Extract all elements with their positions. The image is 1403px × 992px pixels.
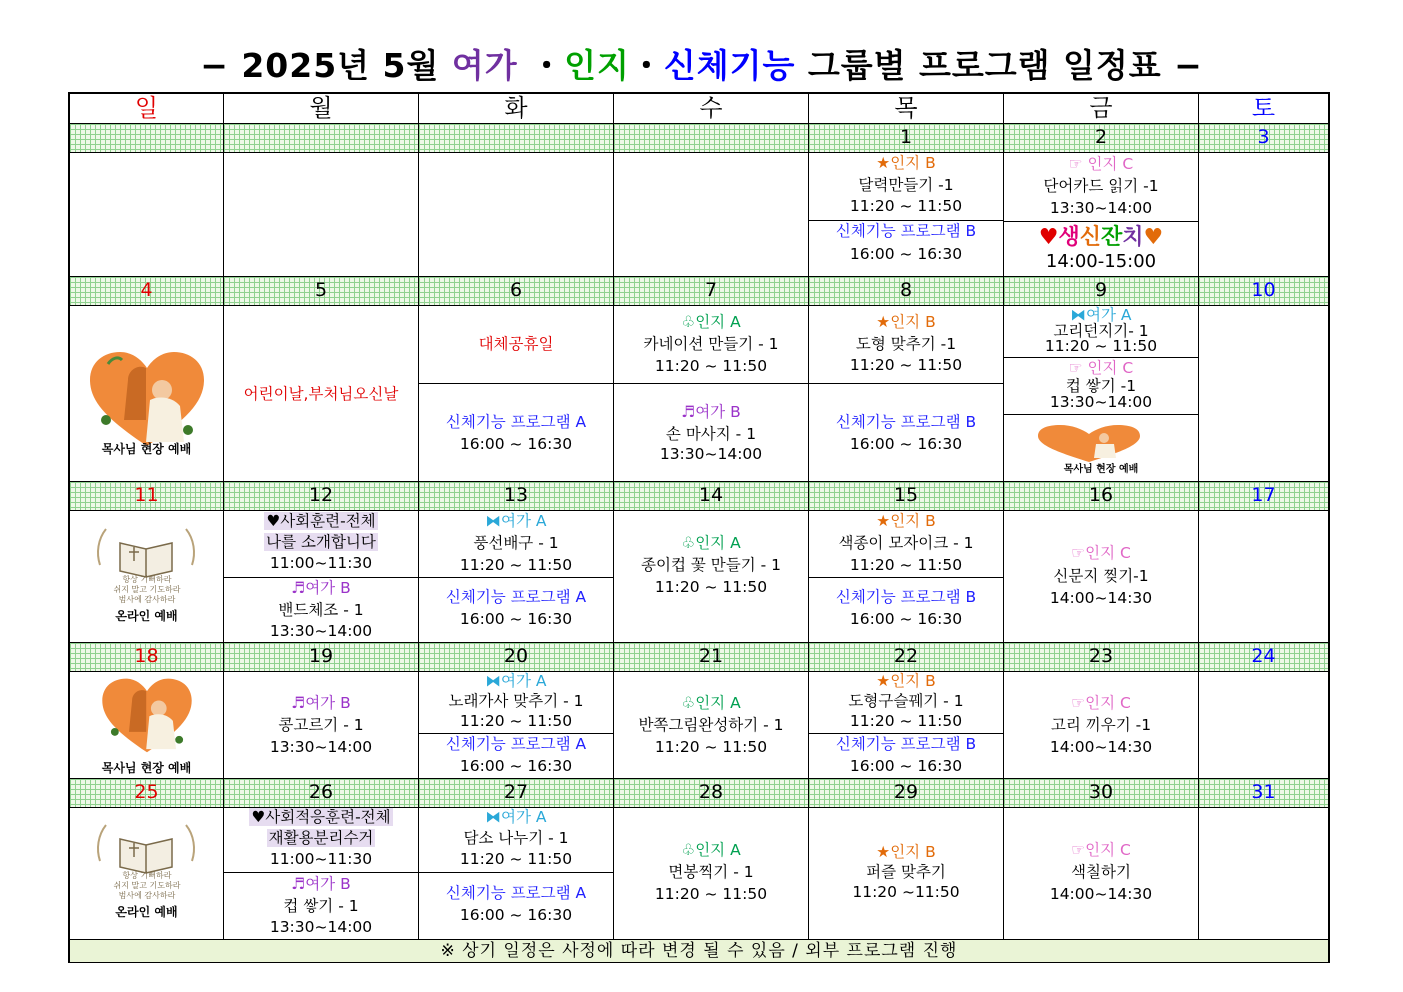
event-time: 16:00 ~ 16:30 [459,906,573,924]
event-tag: ⧓여가 A [485,512,547,530]
day-cell-7 [614,306,809,482]
day-cell-11 [70,511,224,643]
weekday-thu: 목 [809,94,1004,124]
event-tag [224,511,418,532]
social-training-tag: ♥사회적응훈련-전체 [251,808,391,826]
event-time: 11:20 ~ 11:50 [654,885,768,903]
date-number: 31 [1199,779,1328,808]
bible-verse [70,575,224,605]
event-tag: ★인지 B [876,512,936,530]
date-number: 22 [809,643,1004,672]
event-name: 신체기능 프로그램 B [835,735,977,753]
day-cell [1199,671,1328,779]
event-tag: ★인지 B [876,672,936,690]
divider [1004,414,1199,415]
event-time: 11:00~11:30 [269,554,373,572]
day-cell [1199,153,1328,277]
event-name: 콩고르기 - 1 [278,716,364,734]
event-time: 11:20 ~ 11:50 [849,712,963,730]
title-dot: ・ [517,46,565,85]
event-time: 14:00-15:00 [1045,251,1157,272]
date-number: 17 [1199,482,1328,511]
event-time: 11:20 ~ 11:50 [849,556,963,574]
divider [614,383,809,384]
weekday-sun: 일 [70,94,224,124]
event-tag [224,807,418,828]
date-number: 21 [614,643,809,672]
event-time: 11:20 ~ 11:50 [849,356,963,374]
event-tag: ☞인지 C [1071,544,1131,562]
event-time: 14:00~14:30 [1049,885,1153,903]
event-tag: ♧인지 A [681,534,741,552]
divider [419,872,614,873]
birthday-char: 신 [1079,225,1101,250]
weekday-sat: 토 [1199,94,1328,124]
date-number [614,124,809,153]
social-training-tag: ♥사회훈련-전체 [266,512,376,530]
event-time: 16:00 ~ 16:30 [459,757,573,775]
divider [809,577,1004,578]
day-cell [224,153,419,277]
day-cell-8 [809,306,1004,482]
event-time: 13:30~14:00 [1049,199,1153,217]
day-cell [419,153,614,277]
date-number: 4 [70,277,224,306]
date-number: 15 [809,482,1004,511]
event-time: 11:20 ~ 11:50 [654,357,768,375]
event-tag: ★인지 B [876,313,936,331]
event-time: 11:20 ~ 11:50 [459,556,573,574]
event-name: 도형 맞추기 -1 [855,335,957,353]
event-tag: ♬여가 B [681,403,741,421]
event-time: 11:00~11:30 [269,850,373,868]
day-cell-26 [224,807,419,939]
date-number: 7 [614,277,809,306]
worship-caption: 목사님 현장 예배 [1063,464,1139,475]
event-time: 16:00 ~ 16:30 [849,610,963,628]
date-number: 5 [224,277,419,306]
heart-icon: ♥ [1143,225,1164,250]
birthday-char: 잔 [1101,225,1123,250]
date-number: 1 [809,124,1004,153]
date-number [70,124,224,153]
event-name: 도형구슬꿰기 - 1 [848,692,964,710]
day-cell-19 [224,671,419,779]
day-cell [1199,511,1328,643]
event-tag: ★인지 B [876,843,936,861]
bible-verse-line: 범사에 감사하라 [118,595,176,604]
event-name [224,532,418,553]
event-tag: ★인지 B [876,154,936,172]
title-sinche: 신체기능 [663,46,796,85]
page-title [0,40,1403,87]
event-tag: ♧인지 A [681,694,741,712]
worship-caption: 목사님 현장 예배 [101,442,192,456]
divider [224,872,419,873]
date-number: 8 [809,277,1004,306]
date-number: 23 [1004,643,1199,672]
event-time: 11:20 ~ 11:50 [849,197,963,215]
bible-verse-line: 범사에 감사하라 [118,891,176,900]
event-tag: ⧓여가 A [485,808,547,826]
event-name: 신체기능 프로그램 A [445,588,587,606]
weekday-tue: 화 [419,94,614,124]
date-number: 18 [70,643,224,672]
weekday-mon: 월 [224,94,419,124]
event-tag: ☞인지 C [1071,841,1131,859]
worship-caption: 목사님 현장 예배 [101,761,192,775]
worship-caption: 온라인 예배 [115,905,178,919]
event-name: 신문지 찢기-1 [1053,567,1149,585]
day-cell-27 [419,807,614,939]
weekday-fri: 금 [1004,94,1199,124]
date-number: 13 [419,482,614,511]
date-number: 25 [70,779,224,808]
event-time: 11:20 ~ 11:50 [459,850,573,868]
divider [1004,221,1199,222]
weekday-wed: 수 [614,94,809,124]
event-time: 11:20 ~ 11:50 [1044,337,1158,355]
divider [419,383,614,384]
event-name: 담소 나누기 - 1 [463,829,569,847]
event-tag: ♬여가 B [291,694,351,712]
date-number: 2 [1004,124,1199,153]
day-cell-29 [809,807,1004,939]
date-number: 12 [224,482,419,511]
holiday-label: 어린이날,부처님오신날 [243,385,399,403]
day-cell [70,153,224,277]
divider [809,383,1004,384]
event-time: 13:30~14:00 [269,622,373,640]
day-cell-30 [1004,807,1199,939]
event-tag: ⧓여가 A [1070,306,1132,324]
event-name [224,828,418,849]
event-tag: ♧인지 A [681,313,741,331]
event-time: 14:00~14:30 [1049,589,1153,607]
event-time: 13:30~14:00 [269,738,373,756]
bible-verse-line: 쉬지 말고 기도하라 [113,585,181,594]
bible-verse-line: 쉬지 말고 기도하라 [113,881,181,890]
social-training-name: 재활용분리수거 [268,829,374,847]
divider [1004,357,1199,358]
event-tag: ☞ 인지 C [1068,155,1134,173]
day-cell-28 [614,807,809,939]
title-yeoga: 여가 [451,46,518,85]
bible-verse-line: 항상 기뻐하라 [122,575,172,584]
event-time: 13:30~14:00 [659,445,763,463]
title-prefix: − 2025년 5월 [200,46,452,85]
event-name: 색종이 모자이크 - 1 [838,534,974,552]
day-cell-5 [224,306,419,482]
event-time: 16:00 ~ 16:30 [849,757,963,775]
event-name: 노래가사 맞추기 - 1 [448,692,584,710]
event-name: 밴드체조 - 1 [278,601,364,619]
event-name: 색칠하기 [1071,863,1131,881]
day-cell-4 [70,306,224,482]
date-number: 11 [70,482,224,511]
event-time: 16:00 ~ 16:30 [459,435,573,453]
event-time: 13:30~14:00 [1049,393,1153,411]
event-time: 11:20 ~ 11:50 [654,578,768,596]
birthday-char: 치 [1122,225,1144,250]
day-cell-20 [419,671,614,779]
day-cell-16 [1004,511,1199,643]
social-training-name: 나를 소개합니다 [266,533,376,551]
event-tag: ☞ 인지 C [1068,359,1134,377]
title-suffix: 그룹별 프로그램 일정표 − [795,46,1203,85]
day-cell-23 [1004,671,1199,779]
event-tag: ♬여가 B [291,875,351,893]
divider [419,577,614,578]
event-name: 신체기능 프로그램 A [445,884,587,902]
footer-note: ※ 상기 일정은 사정에 따라 변경 될 수 있음 / 외부 프로그램 진행 [70,939,1328,962]
date-number: 20 [419,643,614,672]
date-number [224,124,419,153]
date-number: 26 [224,779,419,808]
event-name: 신체기능 프로그램 B [835,588,977,606]
event-name: 신체기능 프로그램 A [445,413,587,431]
event-name: 컵 쌓기 - 1 [283,897,359,915]
event-time: 16:00 ~ 16:30 [849,245,963,263]
event-time: 11:20 ~11:50 [852,883,960,901]
birthday-char: 생 [1058,225,1080,250]
holiday-label: 대체공휴일 [478,335,554,353]
event-name: 신체기능 프로그램 A [445,735,587,753]
day-cell-21 [614,671,809,779]
title-dot: ・ [629,46,664,85]
day-cell-15 [809,511,1004,643]
day-cell-13 [419,511,614,643]
event-name: 컵 쌓기 -1 [1065,377,1137,395]
event-name: 카네이션 만들기 - 1 [643,335,779,353]
event-time: 13:30~14:00 [269,918,373,936]
date-number: 6 [419,277,614,306]
date-number: 28 [614,779,809,808]
day-cell-22 [809,671,1004,779]
day-cell-9 [1004,306,1199,482]
event-name: 단어카드 읽기 -1 [1043,177,1159,195]
event-name: 퍼즐 맞추기 [866,863,946,881]
worship-caption: 온라인 예배 [115,609,178,623]
day-cell [1199,807,1328,939]
calendar-table [68,92,1330,963]
event-name: 신체기능 프로그램 B [835,222,977,240]
date-number: 27 [419,779,614,808]
day-cell [1199,306,1328,482]
day-cell [614,153,809,277]
day-cell-1 [809,153,1004,277]
event-name: 달력만들기 -1 [858,176,954,194]
heart-worship-image [88,677,206,761]
date-number: 29 [809,779,1004,808]
event-time: 11:20 ~ 11:50 [459,712,573,730]
date-number: 3 [1199,124,1328,153]
date-number: 30 [1004,779,1199,808]
bible-verse-line: 항상 기뻐하라 [122,871,172,880]
date-number: 14 [614,482,809,511]
event-name: 반쪽그림완성하기 - 1 [638,716,784,734]
event-tag: ☞인지 C [1071,694,1131,712]
event-time: 16:00 ~ 16:30 [849,435,963,453]
event-name: 면봉찍기 - 1 [668,863,754,881]
heart-icon: ♥ [1038,225,1059,250]
day-cell-25 [70,807,224,939]
event-time: 14:00~14:30 [1049,738,1153,756]
day-cell-14 [614,511,809,643]
day-cell-6 [419,306,614,482]
title-inji: 인지 [564,46,630,85]
event-time: 11:20 ~ 11:50 [654,738,768,756]
date-number: 16 [1004,482,1199,511]
date-number: 9 [1004,277,1199,306]
event-tag: ♬여가 B [291,579,351,597]
event-name: 고리 끼우기 -1 [1050,716,1152,734]
event-tag: ♧인지 A [681,841,741,859]
event-name: 종이컵 꽃 만들기 - 1 [641,556,781,574]
event-time: 16:00 ~ 16:30 [459,610,573,628]
event-name: 고리던지기- 1 [1053,322,1149,340]
event-tag: ⧓여가 A [485,672,547,690]
date-number: 19 [224,643,419,672]
event-name: 풍선배구 - 1 [473,534,559,552]
day-cell-2 [1004,153,1199,277]
event-name: 신체기능 프로그램 B [835,413,977,431]
birthday-party-label [1004,225,1198,251]
day-cell-18 [70,671,224,779]
date-number [419,124,614,153]
date-number: 24 [1199,643,1328,672]
bible-verse [70,871,224,901]
event-name: 손 마사지 - 1 [665,425,757,443]
date-number: 10 [1199,277,1328,306]
day-cell-12 [224,511,419,643]
